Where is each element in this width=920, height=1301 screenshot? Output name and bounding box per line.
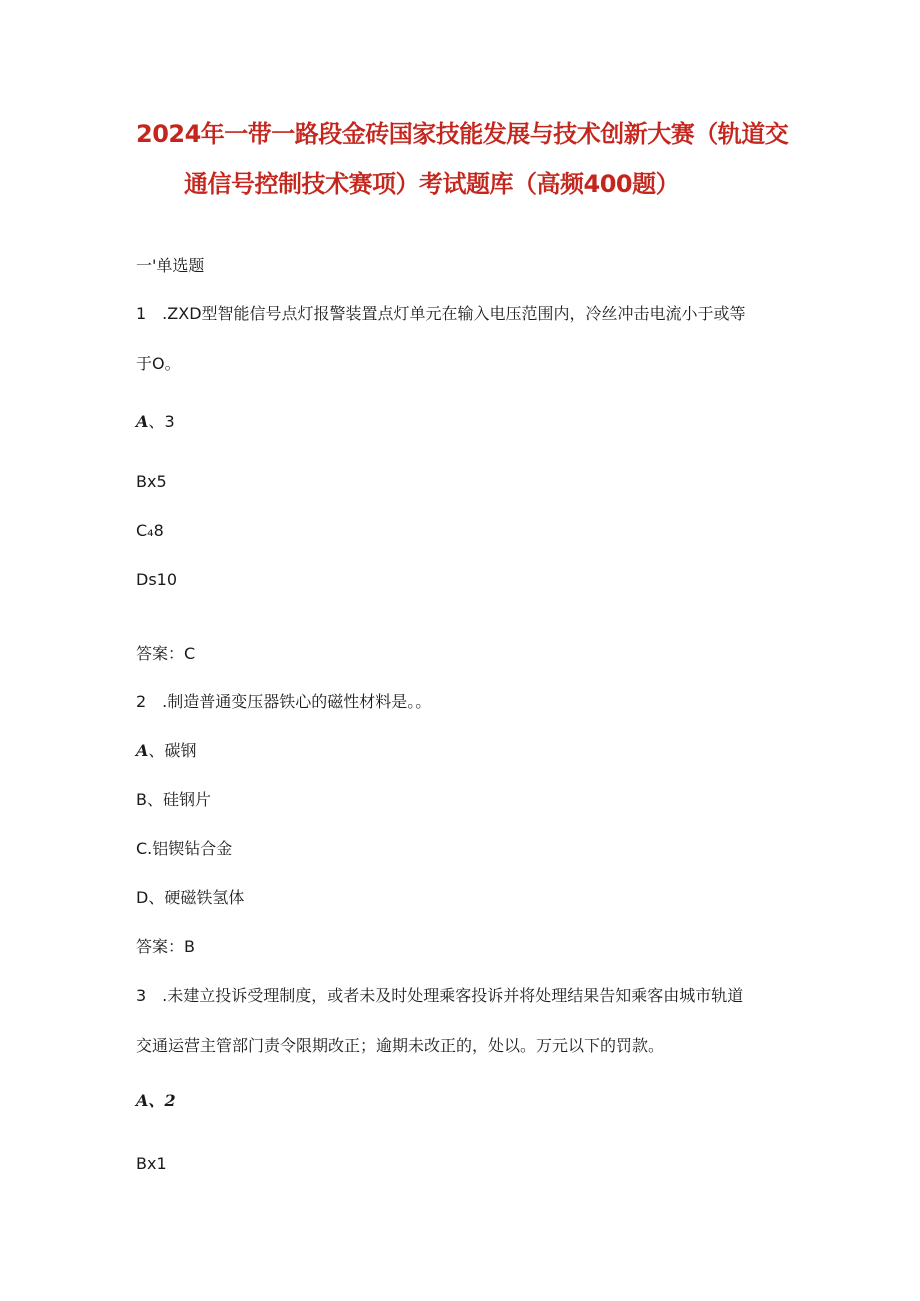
question-1-option-a bbox=[136, 414, 175, 430]
question-3-stem-line-1: 3 .未建立投诉受理制度，或者未及时处理乘客投诉并将处理结果告知乘客由城市轨道 bbox=[136, 986, 744, 1005]
option-letter: A bbox=[136, 412, 149, 431]
section-heading: 一'单选题 bbox=[136, 256, 205, 275]
question-2-option-b: B、硅钢片 bbox=[136, 790, 211, 809]
question-1-option-d: Ds10 bbox=[136, 570, 178, 589]
option-separator: 、 bbox=[148, 1091, 165, 1110]
doc-title-line-2: 通信号控制技术赛项）考试题库（高频400题） bbox=[184, 170, 680, 198]
question-3-stem-line-2: 交通运营主管部门责令限期改正；逾期未改正的，处以。万元以下的罚款。 bbox=[136, 1036, 665, 1055]
question-2-option-a bbox=[136, 743, 196, 759]
question-3-option-b: Bx1 bbox=[136, 1154, 167, 1173]
question-1-stem-line-2: 于O。 bbox=[136, 354, 181, 373]
option-separator: 、 bbox=[148, 412, 165, 431]
question-1-stem-line-1: 1 .ZXD型智能信号点灯报警装置点灯单元在输入电压范围内，冷丝冲击电流小于或等 bbox=[136, 304, 746, 323]
option-text: 3 bbox=[164, 412, 175, 431]
option-separator: 、 bbox=[148, 741, 165, 760]
option-text: 碳钢 bbox=[164, 741, 197, 760]
question-2-stem-line-1: 2 .制造普通变压器铁心的磁性材料是。。 bbox=[136, 692, 432, 711]
question-3-option-a bbox=[136, 1093, 176, 1109]
question-2-answer: 答案：B bbox=[136, 937, 195, 956]
option-letter: A bbox=[136, 1091, 149, 1110]
doc-title-line-1: 2024年一带一路段金砖国家技能发展与技术创新大赛（轨道交 bbox=[136, 120, 789, 148]
question-1-option-b: Bx5 bbox=[136, 472, 167, 491]
question-2-option-d: D、硬磁铁氢体 bbox=[136, 888, 245, 907]
question-1-answer: 答案：C bbox=[136, 644, 196, 663]
option-text: 2 bbox=[164, 1091, 176, 1110]
option-letter: A bbox=[136, 741, 149, 760]
question-2-option-c: C.铝锲钻合金 bbox=[136, 839, 233, 858]
question-1-option-c: C₄8 bbox=[136, 521, 164, 540]
